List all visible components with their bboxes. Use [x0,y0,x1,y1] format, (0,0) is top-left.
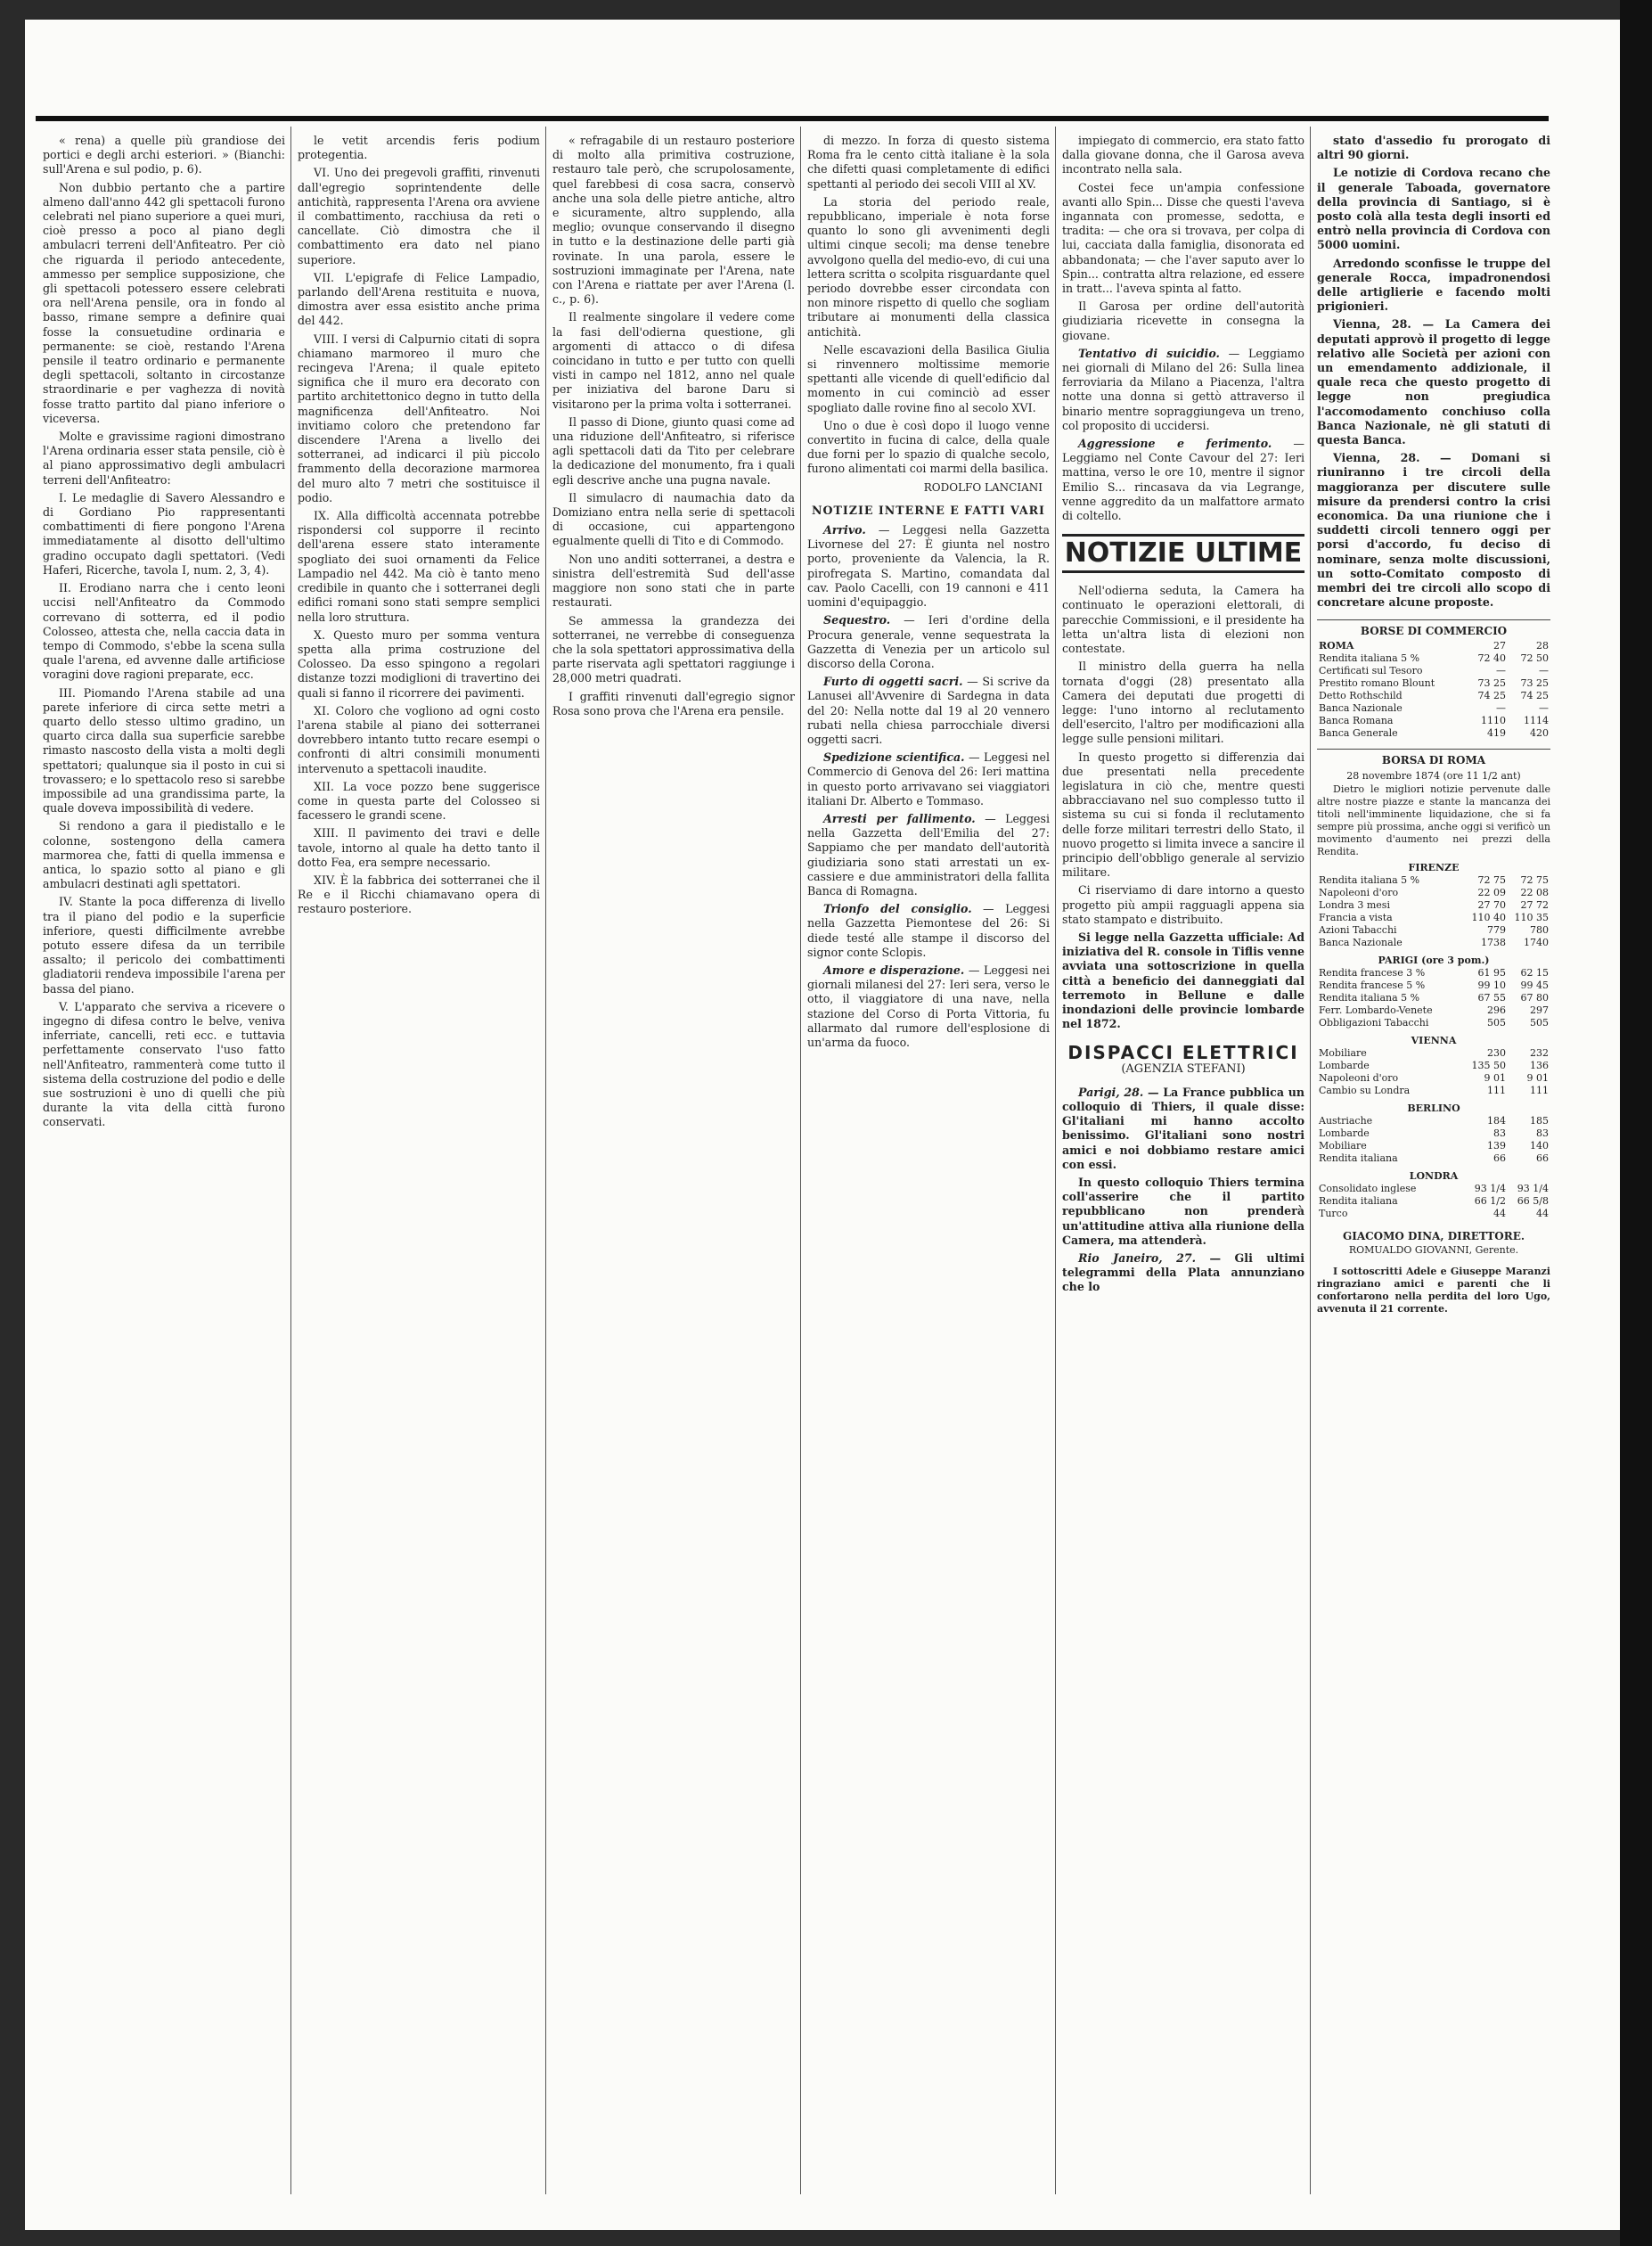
quote-value: 44 [1536,1208,1549,1220]
quote-name: Napoleoni d'oro [1319,1072,1399,1085]
quote-name: Lombarde [1319,1060,1370,1072]
news-item [807,675,1050,747]
quote-value: 9 01 [1526,1072,1549,1085]
table-row [1317,1085,1550,1097]
paragraph: Le notizie di Cordova recano che il generale Taboada, governatore della provincia di Santiago, si è posto colà alla testa degli insorti ed entrò nella provincia di Cordova con 5000 uomini. [1317,166,1550,252]
table-row [1317,1152,1550,1165]
quote-value: 1110 [1481,714,1506,726]
news-item [1062,437,1304,523]
column-rule [1310,127,1311,2194]
market-name: ROMA [1319,639,1354,652]
quote-value: 74 25 [1520,689,1549,701]
paragraph: Non uno anditi sotterranei, a destra e sinistra dell'estremità Sud dell'asse maggiore non sono stati che in parte restaurati. [552,552,795,610]
quote-value: 185 [1530,1115,1549,1127]
item-text: — Leggiamo nei giornali di Milano del 26: Sulla linea ferroviaria da Milano a Piacenza, l'altra notte una donna si gettò attraverso il binario mentre sopraggiungeva un treno, col proposito di uccidersi. [1062,346,1304,432]
quote-value: 9 01 [1484,1072,1506,1085]
paragraph: VIII. I versi di Calpurnio citati di sopra chiamano marmoreo il muro che recingeva l'Arena; il quale epiteto significa che il muro era decorato con partito architettonico degno in tutto della magnificenza dell'Anfiteatro. Noi invitiamo coloro che pretendono far discendere l'Arena a livello dei sotterranei, ad indicarci il più piccolo frammento della decorazione marmorea del muro alto 7 metri che sostituisce il podio. [298,332,540,504]
quote-value: 67 80 [1520,992,1549,1004]
closing-notice: I sottoscritti Adele e Giuseppe Maranzi ringraziano amici e parenti che li confortarono nella perdita del loro Ugo, avvenuta il 21 corrente. [1317,1265,1550,1315]
table-row [1317,937,1550,949]
quote-name: Rendita italiana [1319,1152,1398,1165]
quote-name: Rendita italiana [1319,1195,1398,1208]
paragraph: Il simulacro di naumachia dato da Domiziano entra nella serie di spettacoli di occasione, cui appartengono egualmente quelli di Tito e di Commodo. [552,490,795,548]
quote-value: 780 [1530,924,1549,937]
paragraph: XI. Coloro che vogliono ad ogni costo l'arena stabile al piano dei sotterranei dovrebbero intanto tutto recare esempi o confronti di altri consimili monumenti intervenuto a spettacoli inaudite. [298,703,540,775]
table-header-row [1317,1029,1550,1047]
signature: RODOLFO LANCIANI [923,480,1043,494]
item-text: — Leggiamo nel Conte Cavour del 27: Ieri mattina, verso le ore 10, mentre il signor Emilio S... rincasava da via Legrange, venne aggredito da un malfattore armato di coltello. [1062,437,1304,523]
column-rule [290,127,291,2194]
section-heading: NOTIZIE INTERNE E FATTI VARI [812,503,1045,517]
item-run-in: Sequestro. [823,613,891,627]
table-row [1317,1047,1550,1060]
quote-value: 73 25 [1520,676,1549,689]
paragraph: Costei fece un'ampia confessione avanti allo Spin... Disse che questi l'aveva ingannata con promesse, sedotta, e tradita: — che ora si trovava, per colpa di lui, cacciata dalla famiglia, disonorata ed abbandonata; — che l'aver saputo aver lo Spin... contratta altra relazione, ed essere in tratt... l'aveva spinta al fatto. [1062,180,1304,296]
quote-value: 72 75 [1520,874,1549,887]
quote-value: 136 [1530,1060,1549,1072]
borsa-roma-date: 28 novembre 1874 (ore 11 1/2 ant) [1346,769,1521,782]
table-row [1317,874,1550,887]
paragraph: Nelle escavazioni della Basilica Giulia si rinvennero moltissime memorie spettanti alle vicende di quell'edificio dal momento in cui cominciò ad esser spogliato dalle rovine fino al secolo XVI. [807,342,1050,414]
quote-value: 184 [1487,1115,1506,1127]
column-rule [800,127,801,2194]
paragraph: La storia del periodo reale, repubblicano, imperiale è nota forse quanto lo sono gli avvenimenti degli ultimi cinque secoli; ma dense tenebre avvolgono quella del medio-evo, di cui una lettera scritta o scolpita risguardante quel periodo dovrebbe esser circondata con non minore rispetto di quello che sogliam tributare ai monumenti della classica antichità. [807,194,1050,339]
item-text: — Leggesi nella Gazzetta Livornese del 27: È giunta nel nostro porto, proveniente da Valencia, la R. pirofregata S. Martino, comandata dal cav. Paolo Cacelli, con 19 cannoni e 411 uomini d'equipaggio. [807,523,1050,610]
quote-value: 419 [1487,726,1506,739]
paragraph: VI. Uno dei pregevoli graffiti, rinvenuti dall'egregio soprintendente delle antichità, rappresenta l'Arena ora avviene il combattimento, racchiusa da reti o cancellate. Ciò dimostra che il combattimento era dato nel piano superiore. [298,166,540,266]
paragraph: Dietro le migliori notizie pervenute dalle altre nostre piazze e stante la mancanza dei titoli nell'imminente liquidazione, che si fa sempre più prossima, anche oggi si verificò un movimento d'aumento nei prezzi della Rendita. [1317,783,1550,858]
table-row [1317,980,1550,992]
quote-name: Rendita italiana 5 % [1319,992,1420,1004]
market-name: PARIGI (ore 3 pom.) [1378,955,1490,967]
table-row [1317,1208,1550,1220]
paragraph: Si rendono a gara il piedistallo e le colonne, sostengono della camera marmorea che, fatti di quella immensa e antica, lo spazio sotto al piano e gli ambulacri destinati agli spettatori. [43,819,285,891]
paragraph: In questo progetto si differenzia dai due presentati nella precedente legislatura in ciò che, mentre questi abbracciavano nel suo complesso tutto il sistema su cui si fonda il reclutamento delle forze militari terrestri dello Stato, il nuovo progetto si limita invece a sancire il principio dell'obbligo generale al servizio militare. [1062,750,1304,880]
paragraph: Uno o due è così dopo il luogo venne convertito in fucina di calce, della quale due forni per lo spazio di qualche secolo, furono alimentati coi marmi della basilica. [807,418,1050,476]
table-row [1317,1183,1550,1195]
paragraph: Il passo di Dione, giunto quasi come ad una riduzione dell'Anfiteatro, si riferisce agli spettacoli dati da Tito per celebrare la dedicazione del monumento, fra i quali egli descrive anche una pugna navale. [552,414,795,487]
paragraph: XIV. È la fabbrica dei sotterranei che il Re e il Ricchi chiamavano opera di restauro posteriore. [298,873,540,916]
quote-name: Rendita italiana 5 % [1319,874,1420,887]
quote-name: Mobiliare [1319,1047,1367,1060]
quote-value: 111 [1487,1085,1506,1097]
dispatch [1062,1176,1304,1248]
quote-name: Londra 3 mesi [1319,899,1390,912]
paragraph: IX. Alla difficoltà accennata potrebbe rispondersi col supporre il recinto dell'arena essere stato interamente spogliato dei suoi ornamenti da Felice Lampadio nel 442. Ma ciò è tanto meno credibile in quanto che i sotterranei degli edifici romani sono stati sempre semplici nella loro struttura. [298,509,540,624]
table-row [1317,715,1550,727]
quote-value: 22 09 [1477,887,1506,899]
dispatch-text: In questo colloquio Thiers termina coll'asserire che il partito repubblicano non prenderà un'attitudine attiva alla riunione della Camera, ma attenderà. [1062,1176,1304,1247]
table-row [1317,1004,1550,1017]
news-item [807,812,1050,898]
quote-name: Banca Nazionale [1319,701,1403,714]
news-item [807,902,1050,960]
paragraph: XII. La voce pozzo bene suggerisce come in questa parte del Colosseo si facessero le grandi scene. [298,779,540,823]
table-row [1317,924,1550,937]
item-text: — Leggesi nei giornali milanesi del 27: Ieri sera, verso le otto, il viaggiatore di una nave, nella stazione del Corso di Porta Vittoria, fu allarmato dal rumore dell'esplosione di un'arma da fuoco. [807,963,1050,1049]
quote-value: 110 40 [1471,912,1506,924]
quote-name: Turco [1319,1208,1348,1220]
quote-name: Rendita italiana 5 % [1319,652,1420,664]
item-text: — Leggesi nella Gazzetta Piemontese del 26: Si diede testé alle stampe il discorso del signor conte Sclopis. [807,902,1050,959]
quote-name: Azioni Tabacchi [1319,924,1397,937]
table-row [1317,727,1550,740]
quote-value: 99 10 [1477,980,1506,992]
quote-value: 74 25 [1477,689,1506,701]
table-row [1317,887,1550,899]
paragraph: X. Questo muro per somma ventura spetta alla prima costruzione del Colosseo. Da esso spingono a regolari distanze tozzi modiglioni di travertino dei quali si fanno il ricorrere dei pavimenti. [298,627,540,700]
dispacci-heading: DISPACCI ELETTRICI [1067,1042,1299,1064]
roma-quotes-table [1317,640,1550,740]
market-name: BERLINO [1407,1103,1460,1115]
quote-value: 779 [1487,924,1506,937]
borsa-roma-heading: BORSA DI ROMA [1317,749,1550,767]
quote-value: 135 50 [1471,1060,1506,1072]
quote-name: Prestito romano Blount [1319,676,1435,689]
item-run-in: Amore e disperazione. [823,963,965,977]
news-item [807,523,1050,610]
dispacci-subheading: (AGENZIA STEFANI) [1121,1062,1246,1076]
quote-name: Lombarde [1319,1127,1370,1140]
header-rule [36,116,1549,121]
dispatch-text: — Gli ultimi telegrammi della Plata annunziano che lo [1062,1251,1304,1294]
paragraph: Se ammessa la grandezza dei sotterranei, ne verrebbe di conseguenza che la sola spettatori approssimativa della parte riservata agli spettatori raggiunge i 28,000 metri quadrati. [552,613,795,685]
scan-edge [1620,0,1652,2246]
quote-value: 72 75 [1477,874,1506,887]
quote-value: 505 [1487,1017,1506,1029]
item-text: — Si scrive da Lanusei all'Avvenire di Sardegna in data del 20: Nella notte dal 19 al 20 vennero rubati nella chiesa parrocchiale diversi oggetti sacri. [807,675,1050,746]
market-name: LONDRA [1409,1170,1459,1183]
table-row [1317,677,1550,690]
item-text: — Ieri d'ordine della Procura generale, venne sequestrata la Gazzetta di Venezia per un articolo sul discorso della Corona. [807,613,1050,670]
quote-value: 232 [1530,1047,1549,1060]
quote-value: — [1496,701,1506,714]
manager-name: ROMUALDO GIOVANNI, Gerente. [1348,1244,1519,1257]
table-row [1317,1072,1550,1085]
column-date: 27 [1493,639,1506,652]
newspaper-page [25,20,1620,2230]
quote-name: Banca Romana [1319,714,1394,726]
quote-value: 22 08 [1520,887,1549,899]
quote-name: Certificati sul Tesoro [1319,664,1423,676]
director-name: GIACOMO DINA, DIRETTORE. [1342,1230,1525,1243]
quote-name: Austriache [1319,1115,1373,1127]
paragraph: XIII. Il pavimento dei travi e delle tavole, intorno al quale ha detto tanto il dotto Fea, era sempre necessario. [298,826,540,869]
dispatch-dateline: Rio Janeiro, 27. [1078,1251,1196,1266]
quote-value: 420 [1530,726,1549,739]
quote-value: 83 [1536,1127,1549,1140]
news-item [1062,347,1304,433]
paragraph: « rena) a quelle più grandiose dei portici e degli archi esteriori. » (Bianchi: sull'Arena e sul podio, p. 6). [43,134,285,176]
paragraph: Il ministro della guerra ha nella tornata d'oggi (28) presentato alla Camera dei deputati due progetti di legge: l'uno intorno al reclutamento dell'esercito, l'altro per modificazioni alla legge sulle pensioni militari. [1062,660,1304,746]
quote-name: Banca Nazionale [1319,937,1403,949]
paragraph: VII. L'epigrafe di Felice Lampadio, parlando dell'Arena restituita e nuova, dimostra aver essa esistito anche prima del 442. [298,270,540,328]
quote-value: 66 5/8 [1517,1195,1549,1208]
column-rule [545,127,546,2194]
quote-value: 72 50 [1520,652,1549,664]
quote-value: 139 [1487,1140,1506,1152]
news-item [807,613,1050,671]
item-text: — Leggesi nella Gazzetta dell'Emilia del 27: Sappiamo che per mandato dell'autorità giudiziaria sono stati arrestati un ex-cassiere e due amministratori della fallita Banca di Romagna. [807,811,1050,898]
dispatch-text: — La France pubblica un colloquio di Thiers, il quale disse: Gl'italiani mi hanno accolto benissimo. Gl'italiani sono nostri amici e noi dobbiamo restare amici con essi. [1062,1085,1304,1171]
item-run-in: Trionfo del consiglio. [823,902,972,916]
quote-value: 99 45 [1520,980,1549,992]
news-item [807,750,1050,808]
item-run-in: Arrivo. [823,523,866,537]
quote-name: Obbligazioni Tabacchi [1319,1017,1429,1029]
quote-value: 72 40 [1477,652,1506,664]
table-row [1317,992,1550,1004]
quote-value: 44 [1493,1208,1506,1220]
item-run-in: Tentativo di suicidio. [1078,346,1220,360]
item-run-in: Aggressione e ferimento. [1078,437,1272,451]
quote-value: 110 35 [1514,912,1549,924]
table-row [1317,1060,1550,1072]
column-5 [1062,134,1304,2203]
table-row [1317,1017,1550,1029]
paragraph: I. Le medaglie di Savero Alessandro e di Gordiano Pio rappresentanti combattimenti di fiere pongono l'Arena immediatamente al disotto dell'ultimo gradino occupato dagli spettatori. (Vedi Haferi, Ricerche, tavola I, num. 2, 3, 4). [43,490,285,577]
dispatch-dateline: Parigi, 28. [1078,1085,1144,1099]
table-row [1317,690,1550,702]
quote-value: 93 1/4 [1474,1183,1506,1195]
paragraph: Molte e gravissime ragioni dimostrano l'Arena ordinaria esser stata pensile, ciò è al piano approssimativo degli ambulacri terreni dell'Anfiteatro: [43,430,285,487]
quote-value: 62 15 [1520,967,1549,980]
quote-value: 66 [1536,1152,1549,1165]
item-text: — Leggesi nel Commercio di Genova del 26: Ieri mattina in questo porto arrivavano sei viaggiatori italiani Dr. Alberto e Tommaso. [807,750,1050,807]
table-row [1317,912,1550,924]
firenze-quotes-table [1317,862,1550,1220]
quote-value: 505 [1530,1017,1549,1029]
quote-value: 83 [1493,1127,1506,1140]
table-row [1317,1195,1550,1208]
quote-value: 73 25 [1477,676,1506,689]
column-4 [807,134,1050,2203]
column-date: 28 [1536,639,1549,652]
paragraph: stato d'assedio fu prorogato di altri 90 giorni. [1317,134,1550,162]
notizie-ultime-heading: NOTIZIE ULTIME [1062,534,1304,573]
quote-value: 66 1/2 [1474,1195,1506,1208]
table-row [1317,652,1550,665]
quote-name: Napoleoni d'oro [1319,887,1399,899]
paragraph: II. Erodiano narra che i cento leoni uccisi nell'Anfiteatro da Commodo correvano di sotterra, ed il podio Colosseo, attesta che, nella caccia data in tempo di Commodo, s'ebbe la scena sulla quale l'arena, ed avvenne dalle artificiose voragini dove ragioni preparate, ecc. [43,581,285,682]
quote-value: 297 [1530,1004,1549,1017]
paragraph: V. L'apparato che serviva a ricevere o ingegno di difesa contro le belve, veniva inferriate, cancelli, reti ecc. e tuttavia perfettamente conservato l'uso fatto nell'Anfiteatro, rammenterà come tutto il sistema della costruzione del podio e delle sue sostruzioni è uno di quelli che più durante la vita della città furono conservati. [43,999,285,1129]
quote-value: 230 [1487,1047,1506,1060]
paragraph: I graffiti rinvenuti dall'egregio signor Rosa sono prova che l'Arena era pensile. [552,689,795,717]
column-1 [43,134,285,2203]
quote-value: — [1539,664,1549,676]
paragraph: Nell'odierna seduta, la Camera ha continuato le operazioni elettorali, di parecchie Commissioni, e il presidente ha letta un'altra lista di elezioni non contestate. [1062,584,1304,656]
paragraph: Vienna, 28. — La Camera dei deputati approvò il progetto di legge relativo alle Società per azioni con un emendamento addizionale, il quale reca che questo progetto di legge non pregiudica l'accomodamento conchiuso colla Banca Nazionale, nè gli statuti di questa Banca. [1317,317,1550,447]
paragraph: Ci riserviamo di dare intorno a questo progetto più ampii ragguagli appena sia stato stampato e distribuito. [1062,883,1304,926]
quote-value: 67 55 [1477,992,1506,1004]
quote-value: 27 72 [1520,899,1549,912]
news-item [807,963,1050,1050]
column-2 [298,134,540,2203]
paragraph: Si legge nella Gazzetta ufficiale: Ad iniziativa del R. console in Tiflis venne avviata una sottoscrizione in quella città a beneficio dei danneggiati dal terremoto in Bellune e dalle inondazioni delle provincie lombarde nel 1872. [1062,930,1304,1031]
column-3 [552,134,795,2203]
paragraph: Arredondo sconfisse le truppe del generale Rocca, impadronendosi delle artiglierie e facendo molti prigionieri. [1317,256,1550,314]
paragraph: Non dubbio pertanto che a partire almeno dall'anno 442 gli spettacoli furono celebrati nel piano superiore a quei muri, cioè presso a poco al piano degli ambulacri terreni dell'Anfiteatro. Per ciò che riguarda il periodo antecedente, ammesso per semplice supposizione, che gli spettacoli potessero essere celebrati ora nell'Arena pensile, ora in fondo al basso, rimane sempre a definire quai fosse la consuetudine ordinaria e permanente: se cioè, restando l'Arena pensile il teatro ordinario e permanente degli spettacoli, soltanto in circostanze straordinarie e per vaghezza di novità fosse tratto partito dal piano inferiore o viceversa. [43,180,285,425]
table-row [1317,1127,1550,1140]
paragraph: Il realmente singolare il vedere come la fasi dell'odierna questione, gli argomenti di attacco o di difesa coincidano in tutto e per tutto con quelli visti in campo nel 1812, anno nel quale per iniziativa del barone Daru si visitarono per la prima volta i sotterranei. [552,310,795,411]
market-name: FIRENZE [1408,862,1460,874]
quote-value: 27 70 [1477,899,1506,912]
item-run-in: Arresti per fallimento. [823,811,976,825]
table-header-row [1317,1165,1550,1183]
paragraph: IV. Stante la poca differenza di livello tra il piano del podio e la superficie inferiore, questi difficilmente avrebbe potuto essere difesa da un terribile assalto; il pericolo dei combattimenti gladiatorii rendeva impossibile l'arena per bassa del piano. [43,895,285,996]
dispatch [1062,1251,1304,1295]
table-header-row [1317,640,1550,652]
paragraph: Vienna, 28. — Domani si riuniranno i tre circoli della maggioranza per discutere sulle misure da prendersi contro la crisi economica. Da una riunione che i suddetti circoli tennero oggi per porsi d'accordo, fu deciso di nominare, senza molte discussioni, un sotto-Comitato composto di membri dei tre circoli allo scopo di concretare alcune proposte. [1317,451,1550,610]
market-name: VIENNA [1411,1035,1457,1047]
table-row [1317,1115,1550,1127]
quote-value: — [1539,701,1549,714]
table-header-row [1317,949,1550,967]
borsa-heading: BORSE DI COMMERCIO [1317,619,1550,638]
quote-value: 61 95 [1477,967,1506,980]
table-header-row [1317,1097,1550,1115]
dispatch [1062,1086,1304,1172]
item-run-in: Furto di oggetti sacri. [823,675,963,689]
quote-name: Cambio su Londra [1319,1085,1411,1097]
quote-name: Ferr. Lombardo-Venete [1319,1004,1433,1017]
quote-value: 111 [1530,1085,1549,1097]
table-row [1317,1140,1550,1152]
table-row [1317,702,1550,715]
table-header-row [1317,862,1550,874]
quote-value: 296 [1487,1004,1506,1017]
table-row [1317,665,1550,677]
quote-value: 66 [1493,1152,1506,1165]
item-run-in: Spedizione scientifica. [823,750,965,765]
quote-value: — [1496,664,1506,676]
paragraph: Il Garosa per ordine dell'autorità giudiziaria ricevette in consegna la giovane. [1062,299,1304,342]
quote-name: Rendita francese 3 % [1319,967,1426,980]
table-row [1317,899,1550,912]
quote-name: Banca Generale [1319,726,1398,739]
quote-name: Detto Rothschild [1319,689,1403,701]
quote-name: Rendita francese 5 % [1319,980,1426,992]
quote-value: 140 [1530,1140,1549,1152]
paragraph: « refragabile di un restauro posteriore di molto alla primitiva costruzione, restauro tale però, che scrupolosamente, quel farebbesi di cosa sacra, conservò anche una sola delle pietre antiche, altro e sicuramente, altro supplendo, alla meglio; ovunque conservando il disegno in tutto e la destinazione delle parti già rovinate. In una parola, essere le sostruzioni immaginate per l'Arena, nate con l'Arena e riattate per aver l'Arena (l. c., p. 6). [552,134,795,307]
paragraph: impiegato di commercio, era stato fatto dalla giovane donna, che il Garosa aveva incontrato nella sala. [1062,134,1304,176]
paragraph: le vetit arcendis feris podium protegentia. [298,134,540,162]
quote-name: Francia a vista [1319,912,1393,924]
quote-value: 1740 [1524,937,1549,949]
paragraph: III. Piomando l'Arena stabile ad una parete inferiore di circa sette metri a quarto dello stesso ultimo gradino, un quarto circa dalla sua superficie sarebbe rimasto nascosto della vista a molti degli spettatori; qualunque sia il posto in cui si trovassero; e lo spettacolo reso si sarebbe impossibile ad una grandissima parte, la quale doveva impossibilità di vedere. [43,685,285,816]
column-6 [1317,134,1550,2203]
quote-name: Consolidato inglese [1319,1183,1417,1195]
paragraph: di mezzo. In forza di questo sistema Roma fra le cento città italiane è la sola che difetti quasi completamente di edifici spettanti al periodo dei secoli VIII al XV. [807,134,1050,191]
column-rule [1055,127,1056,2194]
quote-value: 1738 [1481,937,1506,949]
quote-name: Mobiliare [1319,1140,1367,1152]
quote-value: 1114 [1524,714,1549,726]
table-row [1317,967,1550,980]
quote-value: 93 1/4 [1517,1183,1549,1195]
